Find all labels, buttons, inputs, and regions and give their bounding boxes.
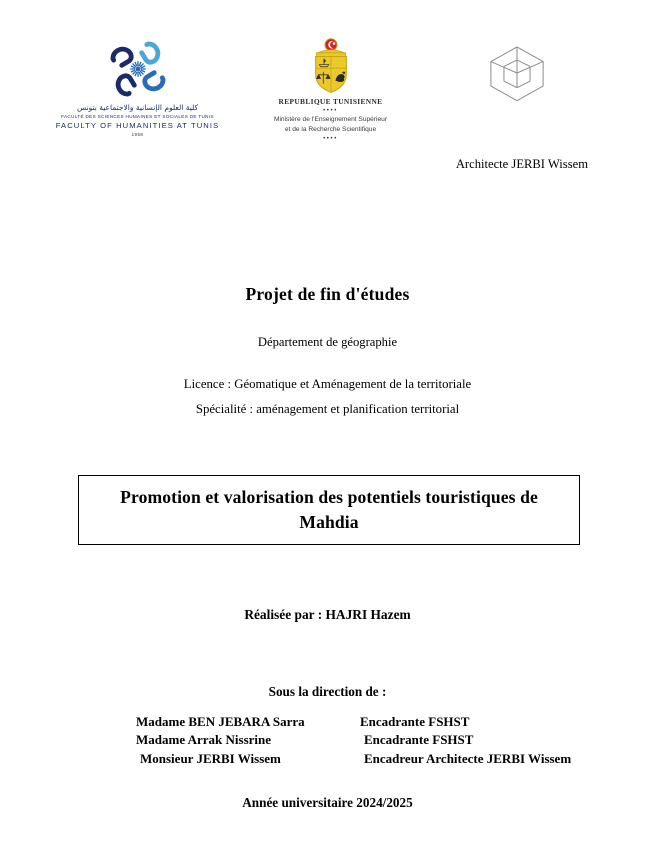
ministry-line-2: et de la Recherche Scientifique: [284, 125, 377, 133]
ministry-line-1: Ministère de l'Enseignement Supérieur: [273, 116, 388, 123]
architect-logo: [472, 42, 562, 104]
faculty-french-line: FACULTÉ DES SCIENCES HUMAINES ET SOCIALES DE TUNIS: [61, 114, 214, 120]
department-line: Département de géographie: [257, 335, 398, 349]
architect-credit-line: Architecte JERBI Wissem: [455, 157, 588, 171]
supervisor-role: Encadrante FSHST: [364, 732, 474, 748]
header-logo-row: [0, 30, 655, 150]
supervisor-row: [136, 713, 596, 731]
fshst-emblem-icon: [97, 38, 179, 100]
supervisor-role: Encadreur Architecte JERBI Wissem: [364, 750, 572, 766]
faculty-arabic-line: كلية العلوم الإنسانية والاجتماعية بتونس: [76, 103, 199, 112]
supervision-heading: Sous la direction de :: [268, 684, 387, 699]
faculty-logo: [55, 38, 220, 137]
thesis-title: Promotion et valorisation des potentiels touristiques de Mahdia: [120, 486, 538, 532]
isometric-cube-icon: [484, 42, 550, 104]
supervisor-name: Madame Arrak Nissrine: [136, 732, 272, 748]
supervisor-row: [136, 731, 596, 749]
faculty-founded-year: 1958: [131, 132, 144, 138]
faculty-english-line: FACULTY OF HUMANITIES AT TUNIS: [55, 121, 220, 131]
supervisor-row: [136, 750, 596, 768]
supervisor-name: Monsieur JERBI Wissem: [140, 750, 281, 766]
supervisor-name: Madame BEN JEBARA Sarra: [136, 714, 305, 729]
tunisia-coat-of-arms-icon: [309, 38, 353, 94]
supervisor-role: Encadrante FSHST: [360, 714, 470, 729]
academic-year-line: Année universitaire 2024/2025: [242, 795, 413, 810]
ministry-separator-bottom: ••••: [323, 135, 338, 142]
ministry-republic-line: REPUBLIQUE TUNISIENNE: [278, 97, 383, 106]
thesis-title-box: [78, 475, 580, 545]
speciality-line: Spécialité : aménagement et planification territorial: [195, 402, 460, 416]
ministry-separator-top: ••••: [323, 107, 338, 114]
degree-line: Licence : Géomatique et Aménagement de la territoriale: [183, 377, 472, 391]
document-type-heading: Projet de fin d'études: [245, 284, 410, 304]
supervisors-list: [136, 713, 596, 768]
author-line: Réalisée par : HAJRI Hazem: [244, 607, 411, 622]
ministry-logo: [248, 38, 413, 143]
